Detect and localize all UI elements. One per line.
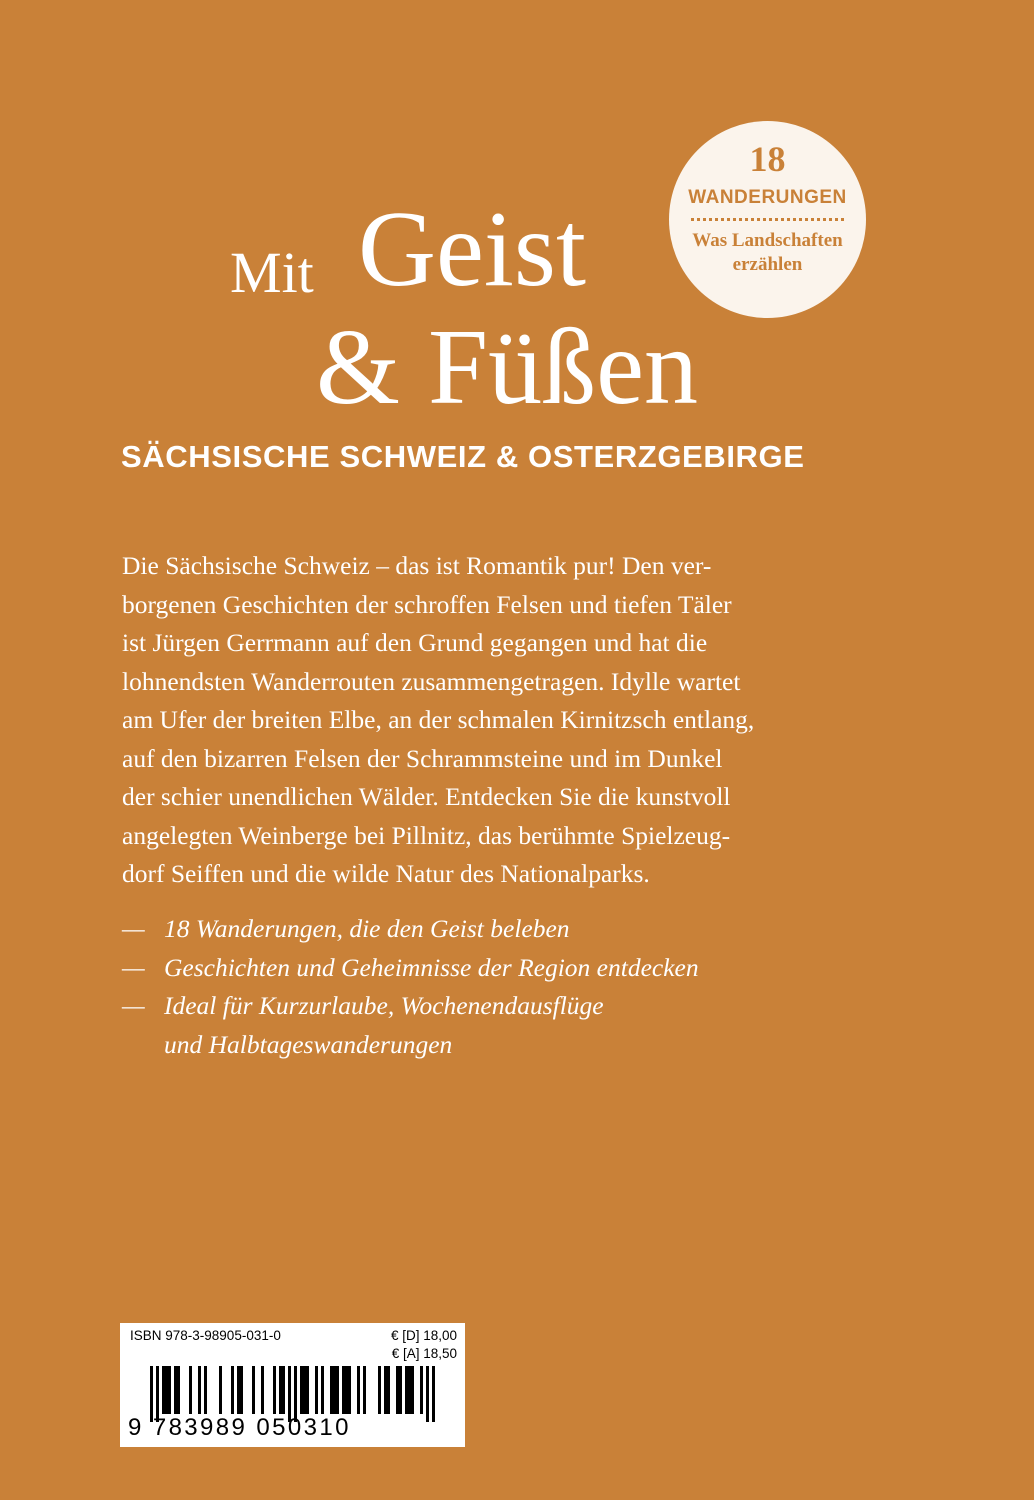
barcode-bar bbox=[384, 1366, 387, 1414]
barcode-bar bbox=[345, 1366, 348, 1414]
bullet-dash: — bbox=[122, 991, 145, 1020]
barcode-bar bbox=[420, 1366, 423, 1414]
blurb-line: der schier unendlichen Wälder. Entdecken Sie die kunstvoll bbox=[122, 782, 731, 811]
isbn-label: ISBN 978-3-98905-031-0 bbox=[130, 1328, 281, 1343]
feature-item-text: Ideal für Kurzurlaube, Wochenendausflüge bbox=[164, 991, 604, 1020]
barcode-bar bbox=[315, 1366, 318, 1414]
feature-item bbox=[122, 949, 922, 988]
barcode-bar bbox=[174, 1366, 177, 1414]
book-subtitle: SÄCHSISCHE SCHWEIZ & OSTERZGEBIRGE bbox=[121, 439, 805, 474]
title-geist: Geist bbox=[358, 190, 586, 309]
title-ampersand: & bbox=[316, 308, 401, 427]
barcode-bar bbox=[333, 1366, 336, 1414]
barcode-bar bbox=[252, 1366, 255, 1414]
blurb-line: angelegten Weinberge bei Pillnitz, das berühmte Spielzeug- bbox=[122, 820, 731, 850]
barcode-bar bbox=[330, 1366, 333, 1414]
barcode-bar bbox=[198, 1366, 201, 1414]
barcode-bar bbox=[357, 1366, 360, 1414]
barcode-bar bbox=[240, 1366, 243, 1414]
barcode-bar bbox=[165, 1366, 168, 1414]
barcode-bar bbox=[387, 1366, 390, 1414]
barcode-bar bbox=[396, 1366, 399, 1414]
barcode-bar bbox=[342, 1366, 345, 1414]
barcode-bar bbox=[189, 1366, 192, 1414]
barcode-bar bbox=[432, 1366, 435, 1422]
barcode-box bbox=[120, 1323, 465, 1447]
blurb-line: ist Jürgen Gerrmann auf den Grund gegangen und hat die bbox=[122, 628, 708, 657]
price-germany: € [D] 18,00 bbox=[390, 1328, 457, 1343]
barcode-bar bbox=[231, 1366, 234, 1414]
barcode-bar bbox=[303, 1366, 306, 1414]
feature-item-continuation: und Halbtageswanderungen bbox=[164, 1029, 453, 1059]
barcode-bar bbox=[336, 1366, 339, 1414]
barcode-bar bbox=[168, 1366, 171, 1414]
badge-number: 18 bbox=[749, 139, 786, 179]
feature-list bbox=[122, 910, 922, 1064]
feature-item bbox=[122, 987, 922, 1026]
barcode-bar bbox=[426, 1366, 429, 1422]
barcode-bar bbox=[282, 1366, 285, 1414]
price-austria: € [A] 18,50 bbox=[391, 1346, 457, 1361]
title-mit: Mit bbox=[230, 240, 314, 305]
barcode-bar bbox=[378, 1366, 381, 1414]
barcode-bar bbox=[411, 1366, 414, 1414]
barcode-bar bbox=[204, 1366, 207, 1414]
badge-subtitle-line2: erzählen bbox=[732, 254, 803, 275]
barcode-bar bbox=[408, 1366, 411, 1414]
barcode-bar bbox=[219, 1366, 222, 1414]
bullet-dash: — bbox=[122, 914, 145, 943]
blurb-text bbox=[122, 547, 922, 894]
barcode-bar bbox=[405, 1366, 408, 1414]
barcode-bar bbox=[261, 1366, 264, 1414]
barcode-bar bbox=[363, 1366, 366, 1414]
barcode-digits: 9 783989 050310 bbox=[128, 1414, 351, 1441]
blurb-line: Die Sächsische Schweiz – das ist Romantik pur! Den ver- bbox=[122, 551, 712, 580]
badge-subtitle-line1: Was Landschaften bbox=[692, 230, 843, 251]
barcode-bar bbox=[306, 1366, 309, 1414]
barcode-bar bbox=[399, 1366, 402, 1414]
barcode-bar bbox=[300, 1366, 303, 1414]
blurb-line: lohnendsten Wanderrouten zusammengetragen. Idylle wartet bbox=[122, 666, 741, 696]
blurb-line: dorf Seiffen und die wilde Natur des Nationalparks. bbox=[122, 859, 650, 888]
badge-word: WANDERUNGEN bbox=[688, 187, 847, 208]
bullet-dash: — bbox=[122, 952, 145, 982]
feature-item bbox=[122, 910, 922, 949]
barcode-bar bbox=[237, 1366, 240, 1414]
feature-item-text: 18 Wanderungen, die den Geist beleben bbox=[164, 914, 570, 943]
barcode-bar bbox=[273, 1366, 276, 1414]
barcode-bar bbox=[279, 1366, 282, 1414]
blurb-line: am Ufer der breiten Elbe, an der schmalen Kirnitzsch entlang, bbox=[122, 705, 755, 734]
title-fuessen: Füßen bbox=[428, 308, 698, 427]
feature-item-text: Geschichten und Geheimnisse der Region entdecken bbox=[164, 952, 699, 982]
blurb-line: auf den bizarren Felsen der Schrammsteine und im Dunkel bbox=[122, 743, 723, 773]
barcode-bar bbox=[177, 1366, 180, 1414]
barcode-bar bbox=[321, 1366, 324, 1414]
blurb-line: borgenen Geschichten der schroffen Felsen und tiefen Täler bbox=[122, 589, 732, 619]
barcode-bar bbox=[162, 1366, 165, 1414]
barcode-bar bbox=[348, 1366, 351, 1414]
